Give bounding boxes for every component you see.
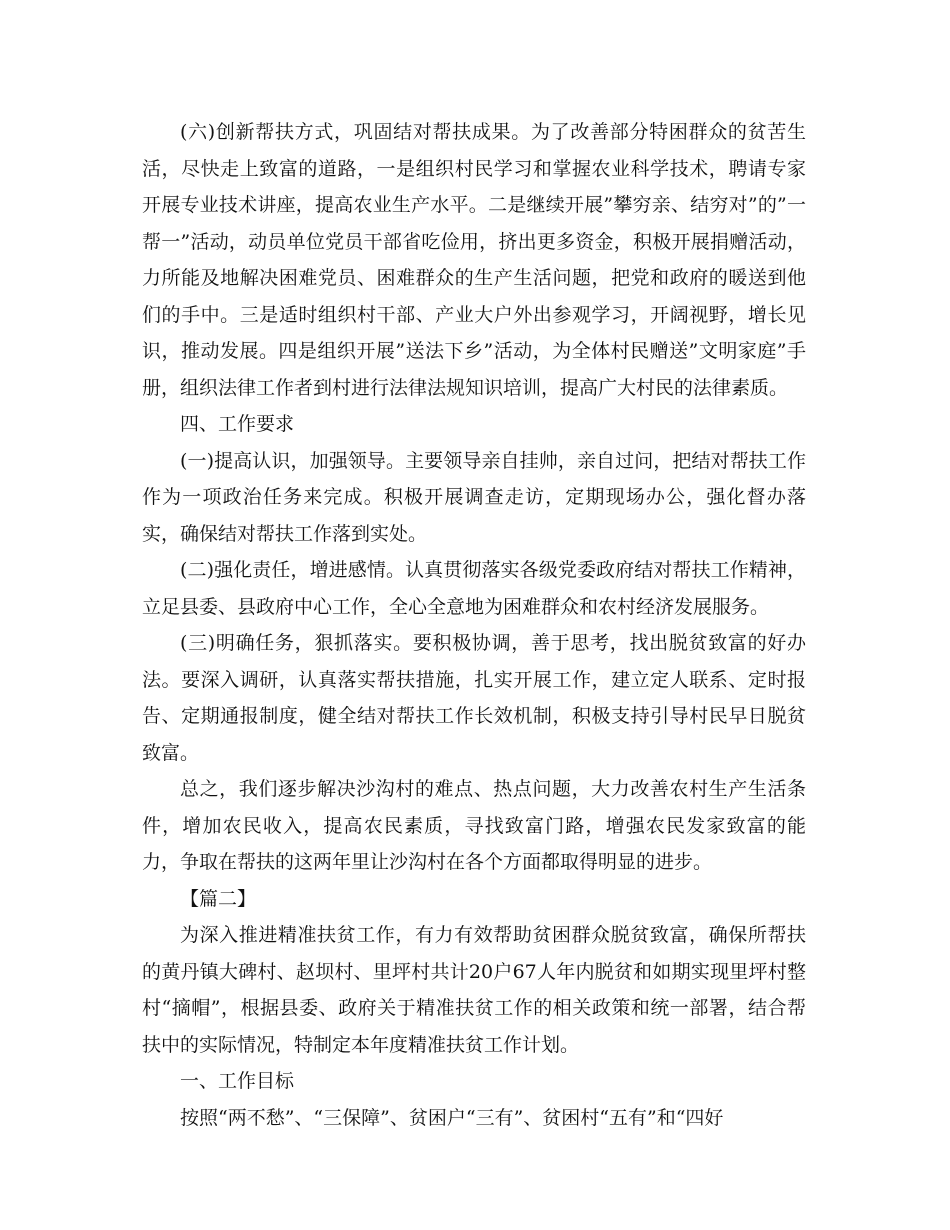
part-two-heading: 【篇二】 [180,887,257,910]
section-heading-work-requirements: 四、工作要求 [180,413,295,435]
paragraph-part-two-intro: 为深入推进精准扶贫工作，有力有效帮助贫困群众脱贫致富，确保所帮扶的黄丹镇大碑村、赵坝村、里坪村共计20户67人年内脱贫和如期实现里坪村整村“摘帽”，根据县委、政府关于精准扶贫工作的相关政策和统一部署，结合帮扶中的实际情况，特制定本年度精准扶贫工作计划。 [142,924,806,1056]
paragraph-clarify-tasks: (三)明确任务，狠抓落实。要积极协调，善于思考，找出脱贫致富的好办法。要深入调研，认真落实帮扶措施，扎实开展工作，建立定人联系、定时报告、定期通报制度，健全结对帮扶工作长效机制，积极支持引导村民早日脱贫致富。 [142,632,806,764]
paragraph-summary: 总之，我们逐步解决沙沟村的难点、热点问题，大力改善农村生产生活条件，增加农民收入，提高农民素质，寻找致富门路，增强农民发家致富的能力，争取在帮扶的这两年里让沙沟村在各个方面都取得明显的进步。 [142,778,806,873]
paragraph-strengthen-responsibility: (二)强化责任，增进感情。认真贯彻落实各级党委政府结对帮扶工作精神，立足县委、县政府中心工作，全心全意地为困难群众和农村经济发展服务。 [142,559,806,618]
paragraph-innovate-assistance: (六)创新帮扶方式，巩固结对帮扶成果。为了改善部分特困群众的贫苦生活，尽快走上致富的道路，一是组织村民学习和掌握农业科学技术，聘请专家开展专业技术讲座，提高农业生产水平。二是继续开展”攀穷亲、结穷对”的”一帮一”活动，动员单位党员干部省吃俭用，挤出更多资金，积极开展捐赠活动，力所能及地解决困难党员、困难群众的生产生活问题，把党和政府的暖送到他们的手中。三是适时组织村干部、产业大户外出参观学习，开阔视野，增长见识，推动发展。四是组织开展”送法下乡”活动，为全体村民赠送”文明家庭”手册，组织法律工作者到村进行法律法规知识培训，提高广大村民的法律素质。 [142,121,806,399]
document-body [142,114,806,1136]
section-heading-work-goals: 一、工作目标 [180,1070,295,1092]
paragraph-raise-awareness: (一)提高认识，加强领导。主要领导亲自挂帅，亲自过问，把结对帮扶工作作为一项政治任务来完成。积极开展调查走访，定期现场办公，强化督办落实，确保结对帮扶工作落到实处。 [142,449,806,545]
paragraph-work-goals: 按照“两不愁”、“三保障”、贫困户“三有”、贫困村“五有”和“四好 [180,1106,724,1129]
